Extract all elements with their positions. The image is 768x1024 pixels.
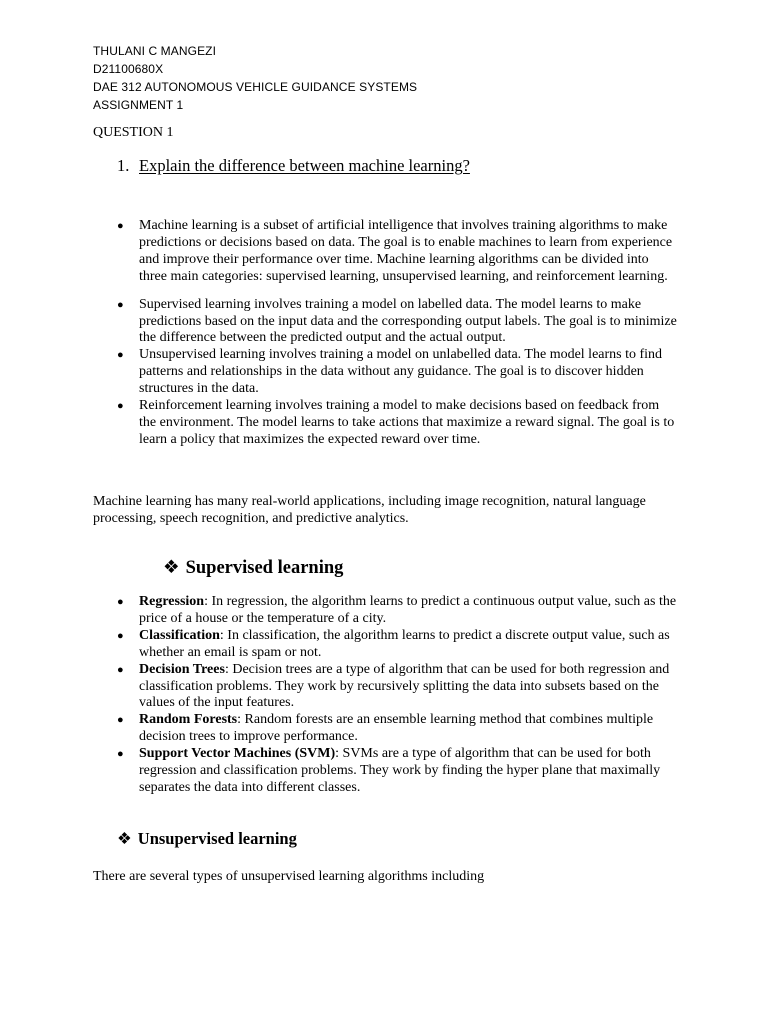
intro-bullet-list	[117, 218, 677, 449]
term-label: Decision Trees	[139, 661, 225, 677]
list-item	[117, 662, 677, 713]
bullet-icon: ●	[117, 298, 124, 311]
bullet-icon: ●	[117, 349, 124, 362]
term-description: : In classification, the algorithm learns to predict a discrete output value, such as whether an email is spam or not.	[139, 627, 670, 660]
term-description: : Random forests are an ensemble learning method that combines multiple decision trees to improve performance.	[139, 712, 654, 745]
bullet-icon: ●	[117, 596, 124, 608]
bullet-icon: ●	[117, 663, 124, 676]
list-item	[117, 398, 677, 449]
bullet-icon: ●	[117, 748, 124, 761]
author-name: THULANI C MANGEZI	[93, 44, 217, 58]
assignment-label: ASSIGNMENT 1	[93, 98, 184, 112]
question-text: Explain the difference between machine learning?	[139, 156, 470, 175]
term-description: : In regression, the algorithm learns to predict a continuous output value, such as the price of a house or the temperature of a city.	[139, 594, 677, 626]
list-item	[117, 746, 677, 797]
supervised-heading-text: Supervised learning	[185, 558, 344, 578]
list-item-text: Supervised learning involves training a model on labelled data. The model learns to make predictions based on the input data and the corresponding output labels. The goal is to minimize the difference between the predicted output and the actual output.	[139, 296, 677, 346]
question-label: QUESTION 1	[93, 125, 174, 140]
bullet-icon: ●	[117, 714, 124, 727]
student-id: D21100680X	[93, 62, 164, 76]
bullet-icon: ●	[117, 220, 124, 232]
course-title: DAE 312 AUTONOMOUS VEHICLE GUIDANCE SYSTEMS	[93, 80, 418, 94]
list-item	[117, 628, 677, 662]
bullet-icon: ●	[117, 629, 124, 642]
list-item	[117, 347, 677, 398]
bullet-icon: ●	[117, 400, 124, 413]
term-description: : SVMs are a type of algorithm that can be used for both regression and classification problems. They work by finding the hyper plane that maximally separates the data into different classes.	[139, 746, 661, 795]
term-label: Classification	[139, 627, 220, 643]
list-item	[117, 594, 677, 628]
list-item	[117, 297, 677, 348]
unsupervised-paragraph: There are several types of unsupervised learning algorithms including	[93, 869, 485, 884]
applications-paragraph: Machine learning has many real-world applications, including image recognition, natural language processing, speech recognition, and predictive analytics.	[93, 494, 646, 526]
document-header	[93, 42, 417, 114]
list-item-text: Unsupervised learning involves training a model on unlabelled data. The model learns to find patterns and relationships in the data without any guidance. The goal is to discover hidden structures in the data.	[139, 347, 663, 397]
question-title	[117, 156, 470, 176]
supervised-heading	[163, 557, 343, 579]
diamond-bullet-icon: ❖	[163, 557, 180, 578]
list-item-text: Reinforcement learning involves training a model to make decisions based on feedback from the environment. The model learns to take actions that maximize a reward signal. The goal is to learn a policy that maximizes the expected reward over time.	[139, 398, 675, 447]
list-item	[117, 218, 677, 286]
diamond-bullet-icon: ❖	[117, 829, 132, 848]
supervised-bullet-list	[117, 594, 677, 797]
list-item	[117, 712, 677, 746]
question-number: 1.	[117, 156, 130, 175]
unsupervised-heading-text: Unsupervised learning	[137, 829, 297, 848]
term-label: Random Forests	[139, 712, 238, 728]
list-item-text: Machine learning is a subset of artificial intelligence that involves training algorithms to make predictions or decisions based on data. The goal is to enable machines to learn from experience and improve their performance over time. Machine learning algorithms can be divided into three main categories: supervised learning, unsupervised learning, and reinforcement learning.	[139, 218, 673, 284]
unsupervised-heading	[117, 829, 297, 849]
term-label: Support Vector Machines (SVM)	[139, 746, 336, 762]
term-description: : Decision trees are a type of algorithm that can be used for both regression and classification problems. They work by recursively splitting the data into subsets based on the values of the input features.	[139, 661, 670, 711]
term-label: Regression	[139, 594, 205, 609]
